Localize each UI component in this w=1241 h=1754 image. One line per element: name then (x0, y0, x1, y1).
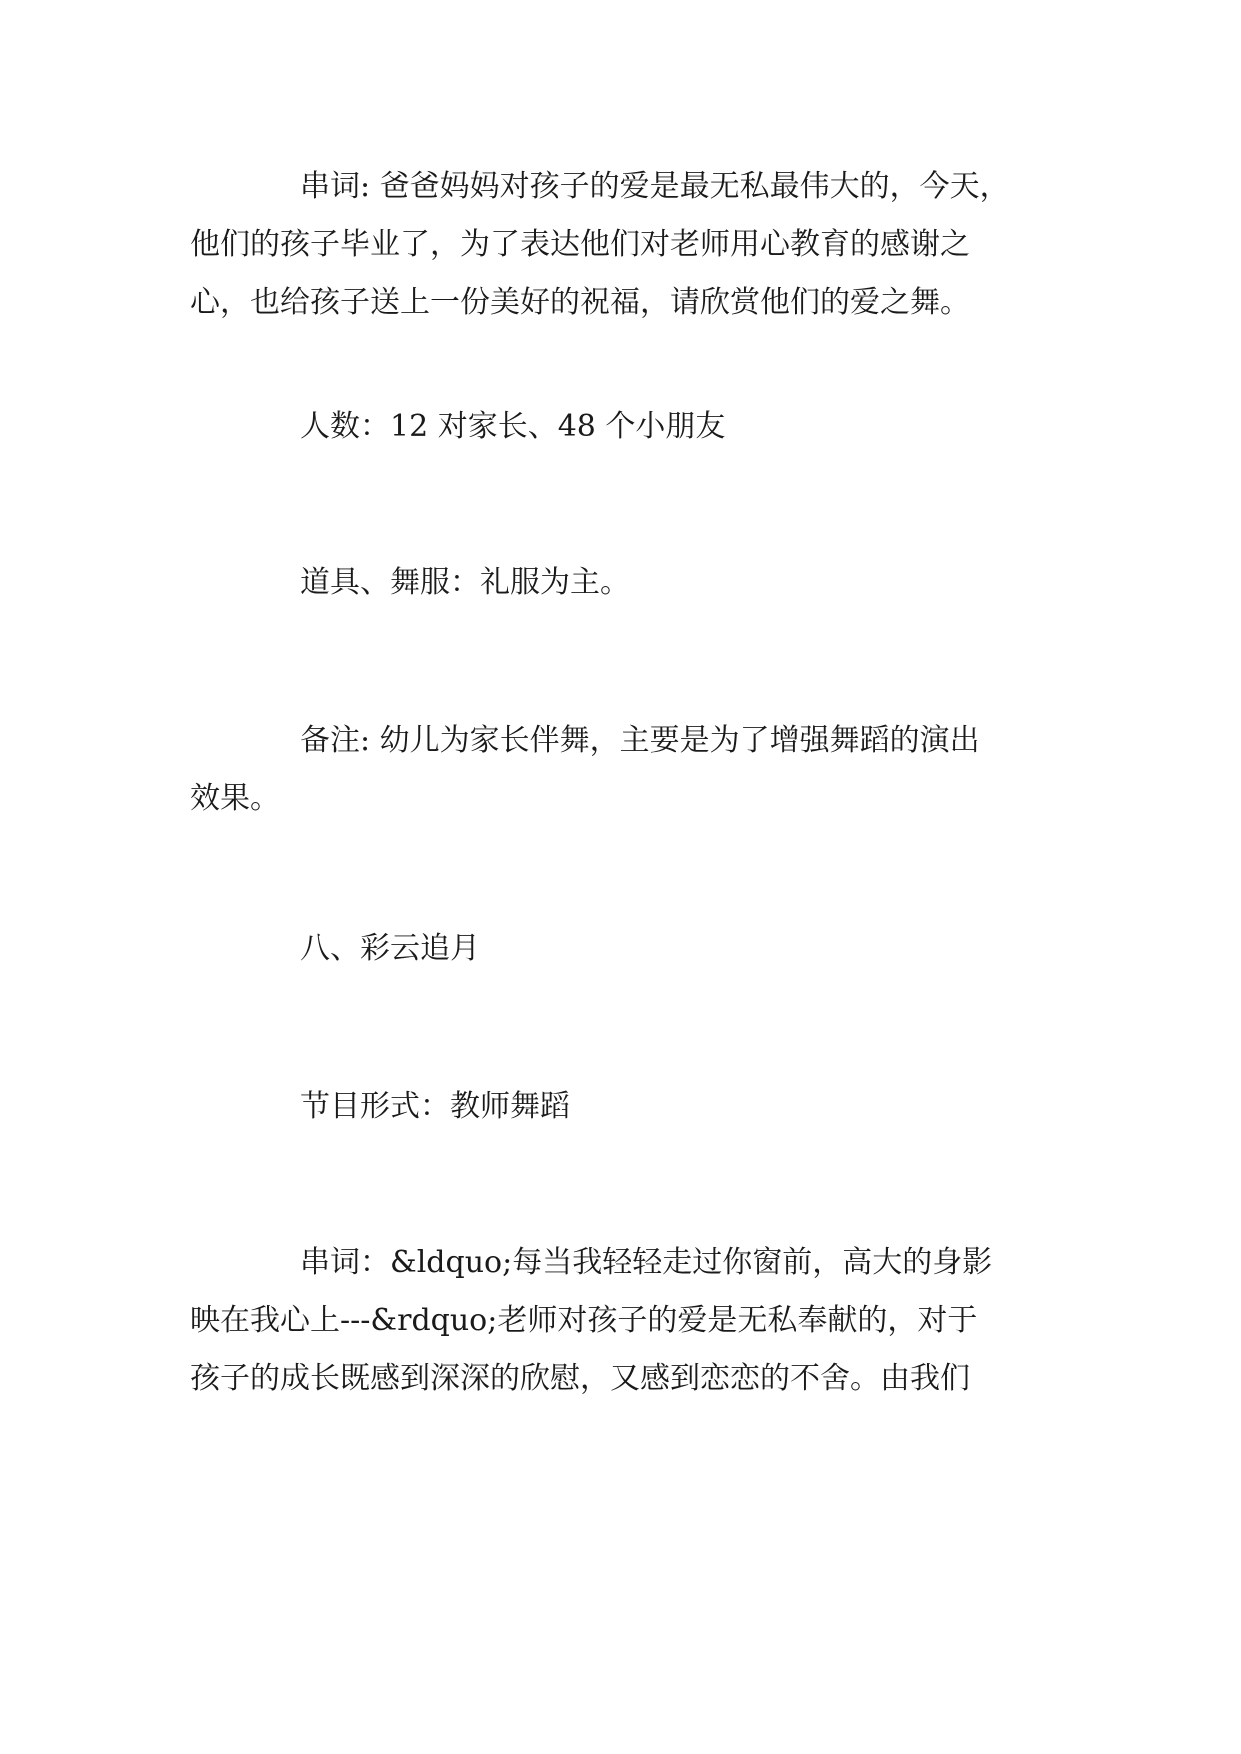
text-line: 串词: 爸爸妈妈对孩子的爱是最无私最伟大的，今天， (300, 169, 1010, 204)
text-line: 八、彩云追月 (300, 931, 480, 966)
text-line: 节目形式：教师舞蹈 (300, 1089, 570, 1124)
text-line: 备注: 幼儿为家长伴舞，主要是为了增强舞蹈的演出 (300, 723, 980, 758)
paragraph-props-costume (190, 554, 1050, 612)
text-line: 人数：12 对家长、48 个小朋友 (300, 409, 726, 444)
text-line: 心，也给孩子送上一份美好的祝福，请欣赏他们的爱之舞。 (190, 285, 970, 320)
paragraph-notes (190, 712, 1050, 828)
text-line: 道具、舞服：礼服为主。 (300, 565, 630, 600)
text-line: 他们的孩子毕业了，为了表达他们对老师用心教育的感谢之 (190, 227, 970, 262)
section-heading (190, 920, 1050, 978)
paragraph-participants (190, 398, 1050, 456)
text-line: 串词：&ldquo;每当我轻轻走过你窗前，高大的身影 (300, 1245, 993, 1280)
paragraph-program-form (190, 1078, 1050, 1136)
text-line: 效果。 (190, 781, 280, 816)
text-line: 映在我心上---&rdquo;老师对孩子的爱是无私奉献的，对于 (190, 1303, 978, 1338)
paragraph-host-script-2 (190, 1234, 1050, 1408)
text-line: 孩子的成长既感到深深的欣慰，又感到恋恋的不舍。由我们 (190, 1361, 970, 1396)
paragraph-host-script (190, 158, 1050, 332)
